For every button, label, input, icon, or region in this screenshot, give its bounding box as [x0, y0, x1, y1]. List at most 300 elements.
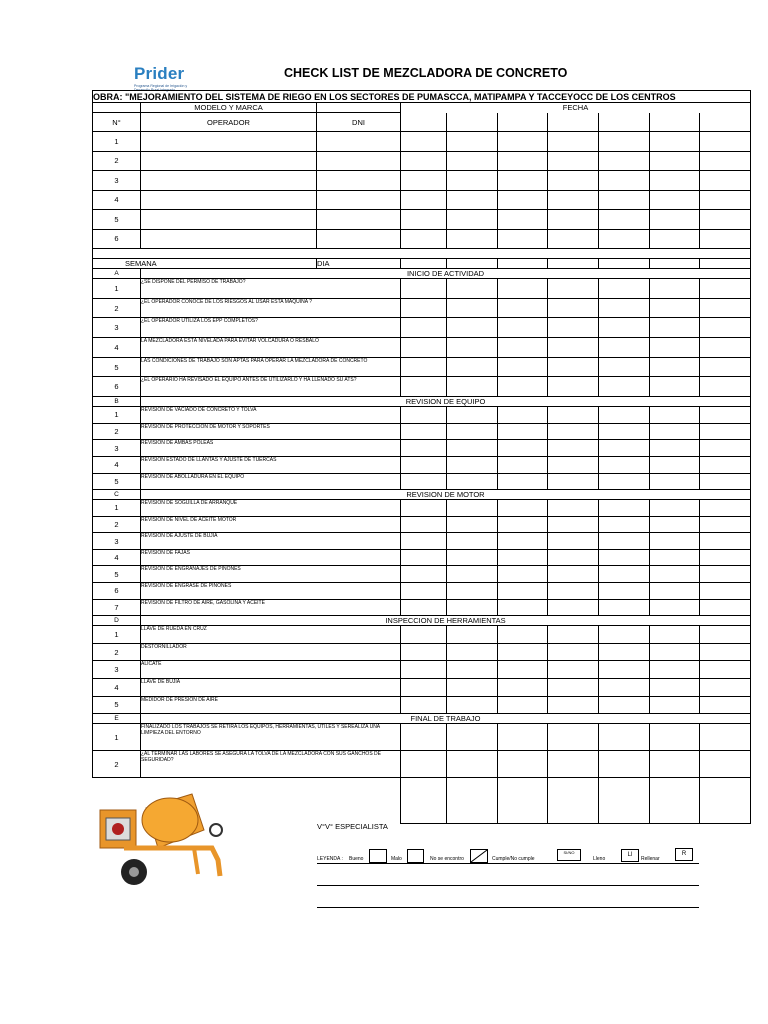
date-cell: [599, 171, 650, 191]
item-number: 1: [93, 279, 141, 299]
check-cell: [599, 440, 650, 457]
operator-number: 5: [93, 210, 141, 230]
check-cell: [650, 338, 700, 358]
check-cell: [599, 679, 650, 697]
legend-lleno: Lleno: [593, 856, 606, 862]
ll-box: Ll: [621, 849, 639, 862]
date-cell: [650, 210, 700, 230]
item-number: 1: [93, 626, 141, 644]
check-cell: [650, 357, 700, 377]
checklist-row: [93, 456, 751, 473]
dia-label: DIA: [317, 259, 401, 269]
checklist-row: [93, 298, 751, 318]
section-letter: C: [93, 490, 141, 500]
item-question: REVISIÓN DE SOGUILLA DE ARRANQUE: [141, 500, 401, 517]
modelo-label: MODELO Y MARCA: [141, 103, 317, 113]
semana-cell: [447, 259, 498, 269]
operator-dni-cell: [317, 171, 401, 191]
item-question: REVISION DE ABOLLADURA EN EL EQUIPO: [141, 473, 401, 490]
check-cell: [498, 751, 548, 778]
check-cell: [650, 696, 700, 714]
check-cell: [498, 423, 548, 440]
check-cell: [650, 500, 700, 517]
item-question: REVISION DE ENGRASE DE PIÑONES: [141, 583, 401, 600]
semana-cell: [700, 259, 751, 269]
malo-box: [407, 849, 424, 863]
col-no-header: N°: [93, 113, 141, 132]
check-cell: [498, 679, 548, 697]
signature-cell: [599, 778, 650, 824]
check-cell: [401, 583, 447, 600]
checklist-row: [93, 599, 751, 616]
check-cell: [700, 599, 751, 616]
check-cell: [700, 696, 751, 714]
item-number: 1: [93, 724, 141, 751]
signature-cell: [650, 778, 700, 824]
check-cell: [599, 318, 650, 338]
item-question: FINALIZADO LOS TRABAJOS SE RETIRA LOS EQUIPOS, HERRAMIENTAS, ÚTILES Y SEREALIZA UNA LIMPIEZA DEL ENTORNO: [141, 724, 401, 751]
check-cell: [498, 473, 548, 490]
check-cell: [447, 583, 498, 600]
operator-dni-cell: [317, 210, 401, 230]
r-box: R: [675, 848, 693, 861]
check-cell: [599, 724, 650, 751]
check-cell: [700, 357, 751, 377]
check-cell: [599, 516, 650, 533]
item-number: 3: [93, 533, 141, 550]
check-cell: [650, 407, 700, 424]
check-cell: [401, 456, 447, 473]
item-question: LLAVE DE BUJIA: [141, 679, 401, 697]
check-cell: [498, 318, 548, 338]
check-cell: [498, 661, 548, 679]
check-cell: [498, 549, 548, 566]
check-cell: [548, 583, 599, 600]
check-cell: [599, 338, 650, 358]
check-cell: [650, 516, 700, 533]
check-cell: [650, 318, 700, 338]
check-cell: [447, 549, 498, 566]
check-cell: [650, 661, 700, 679]
check-cell: [548, 626, 599, 644]
logo-subtext: Programa Regional de Irrigación y Desarrollo Rural Integrado: [134, 84, 188, 92]
check-cell: [447, 440, 498, 457]
legend: [317, 848, 699, 864]
item-number: 3: [93, 440, 141, 457]
date-cell: [599, 190, 650, 210]
check-cell: [599, 696, 650, 714]
item-number: 2: [93, 423, 141, 440]
check-cell: [401, 661, 447, 679]
check-cell: [401, 679, 447, 697]
item-number: 1: [93, 500, 141, 517]
logo-main-text: Prider: [134, 64, 185, 83]
item-number: 1: [93, 407, 141, 424]
date-cell: [447, 132, 498, 152]
check-cell: [447, 696, 498, 714]
no-encontro-box: [470, 849, 488, 863]
check-cell: [650, 751, 700, 778]
item-number: 4: [93, 679, 141, 697]
item-question: LAS CONDICIONES DE TRABAJO SON APTAS PARA OPERAR LA MEZCLADORA DE CONCRETO: [141, 357, 401, 377]
check-cell: [700, 423, 751, 440]
section-letter: D: [93, 616, 141, 626]
operator-dni-cell: [317, 190, 401, 210]
date-cell: [599, 229, 650, 249]
checklist-row: [93, 724, 751, 751]
check-cell: [498, 377, 548, 397]
item-question: LLAVE DE RUEDA EN CRUZ: [141, 626, 401, 644]
col-dni-header: DNI: [317, 113, 401, 132]
section-title: FINAL DE TRABAJO: [141, 714, 751, 724]
check-cell: [401, 357, 447, 377]
spacer-row: [93, 249, 751, 259]
date-cell: [401, 171, 447, 191]
check-cell: [498, 626, 548, 644]
check-cell: [599, 643, 650, 661]
check-cell: [548, 377, 599, 397]
date-cell: [650, 229, 700, 249]
checklist-row: [93, 279, 751, 299]
check-cell: [650, 440, 700, 457]
check-cell: [447, 377, 498, 397]
check-cell: [700, 566, 751, 583]
date-cell: [700, 132, 751, 152]
check-cell: [401, 377, 447, 397]
item-number: 3: [93, 661, 141, 679]
check-cell: [498, 456, 548, 473]
check-cell: [548, 724, 599, 751]
date-cell: [548, 210, 599, 230]
check-cell: [548, 338, 599, 358]
signature-line-2: [317, 907, 699, 908]
check-cell: [498, 583, 548, 600]
check-cell: [599, 456, 650, 473]
date-cell: [498, 132, 548, 152]
check-cell: [700, 500, 751, 517]
check-cell: [599, 500, 650, 517]
check-cell: [447, 357, 498, 377]
operator-name-cell: [141, 171, 317, 191]
signature-cell: [447, 778, 498, 824]
operator-row: [93, 132, 751, 152]
item-question: ¿AL TERMINAR LAS LABORES SE ASEGURA LA TOLVA DE LA MEZCLADORA CON SUS GANCHOS DE SEGURIDAD?: [141, 751, 401, 778]
date-cell: [700, 210, 751, 230]
check-cell: [548, 661, 599, 679]
date-cell: [447, 171, 498, 191]
checklist-row: [93, 516, 751, 533]
date-cell: [498, 229, 548, 249]
check-cell: [599, 599, 650, 616]
date-cell: [700, 229, 751, 249]
check-cell: [650, 626, 700, 644]
check-cell: [447, 423, 498, 440]
legend-rellenar: Rellenar: [641, 856, 660, 862]
check-cell: [700, 679, 751, 697]
check-cell: [548, 318, 599, 338]
check-cell: [447, 533, 498, 550]
section-title: REVISION DE MOTOR: [141, 490, 751, 500]
section-letter: E: [93, 714, 141, 724]
checklist-row: [93, 407, 751, 424]
checklist-row: [93, 643, 751, 661]
check-cell: [401, 751, 447, 778]
date-cell: [447, 151, 498, 171]
date-cell: [401, 229, 447, 249]
check-cell: [498, 533, 548, 550]
check-cell: [548, 566, 599, 583]
check-cell: [401, 533, 447, 550]
check-cell: [447, 279, 498, 299]
check-cell: [700, 407, 751, 424]
checklist-row: [93, 751, 751, 778]
check-cell: [599, 279, 650, 299]
check-cell: [548, 423, 599, 440]
operator-dni-cell: [317, 151, 401, 171]
check-cell: [401, 549, 447, 566]
check-cell: [599, 549, 650, 566]
semana-cell: [548, 259, 599, 269]
check-cell: [447, 599, 498, 616]
checklist-row: [93, 533, 751, 550]
checklist-table: [92, 90, 751, 824]
semana-label: SEMANA: [93, 259, 317, 269]
check-cell: [599, 423, 650, 440]
item-question: REVISION DE NIVEL DE ACEITE MOTOR: [141, 516, 401, 533]
date-cell: [700, 171, 751, 191]
operator-name-cell: [141, 132, 317, 152]
section-title: INICIO DE ACTIVIDAD: [141, 269, 751, 279]
date-cell: [650, 171, 700, 191]
check-cell: [700, 377, 751, 397]
item-question: LA MEZCLADORA ESTÁ NIVELADA PARA EVITAR VOLCADURA O RESBALO: [141, 338, 401, 358]
legend-bueno: Bueno: [349, 856, 364, 862]
operator-number: 2: [93, 151, 141, 171]
check-cell: [650, 643, 700, 661]
item-number: 7: [93, 599, 141, 616]
check-cell: [700, 643, 751, 661]
check-cell: [548, 473, 599, 490]
date-cell: [599, 151, 650, 171]
check-cell: [401, 626, 447, 644]
check-cell: [401, 407, 447, 424]
check-cell: [700, 318, 751, 338]
check-cell: [447, 724, 498, 751]
section-letter: B: [93, 397, 141, 407]
operator-number: 3: [93, 171, 141, 191]
item-number: 5: [93, 696, 141, 714]
check-cell: [498, 724, 548, 751]
check-cell: [498, 696, 548, 714]
check-cell: [650, 599, 700, 616]
semana-row: [93, 259, 751, 269]
check-cell: [498, 643, 548, 661]
section-header-row: [93, 269, 751, 279]
legend-malo: Malo: [391, 856, 402, 862]
check-cell: [447, 338, 498, 358]
check-cell: [447, 643, 498, 661]
section-header-row: [93, 616, 751, 626]
operator-name-cell: [141, 151, 317, 171]
check-cell: [548, 407, 599, 424]
col-operador-header: OPERADOR: [141, 113, 317, 132]
item-question: REVISION DE AMBAS POLEAS: [141, 440, 401, 457]
check-cell: [401, 566, 447, 583]
checklist-row: [93, 440, 751, 457]
check-cell: [498, 566, 548, 583]
signature-line-1: [317, 885, 699, 886]
check-cell: [401, 318, 447, 338]
check-cell: [650, 377, 700, 397]
date-cell: [498, 171, 548, 191]
operator-dni-cell: [317, 229, 401, 249]
checklist-row: [93, 696, 751, 714]
semana-cell: [401, 259, 447, 269]
signature-cell: [498, 778, 548, 824]
signature-cell: [548, 778, 599, 824]
check-cell: [401, 440, 447, 457]
fecha-label: FECHA: [401, 103, 751, 113]
check-cell: [599, 377, 650, 397]
checklist-row: [93, 377, 751, 397]
date-cell: [599, 132, 650, 152]
check-cell: [447, 407, 498, 424]
signature-cell: [401, 778, 447, 824]
check-cell: [700, 583, 751, 600]
check-cell: [447, 500, 498, 517]
item-number: 4: [93, 456, 141, 473]
item-question: ¿EL OPERADOR CONOCE DE LOS RIESGOS AL USAR ESTA MÁQUINA ?: [141, 298, 401, 318]
item-number: 2: [93, 516, 141, 533]
check-cell: [401, 423, 447, 440]
check-cell: [548, 549, 599, 566]
item-number: 4: [93, 549, 141, 566]
check-cell: [401, 643, 447, 661]
vb-especialista-label: V°V° ESPECIALISTA: [317, 822, 388, 831]
check-cell: [447, 318, 498, 338]
date-cell: [650, 190, 700, 210]
operator-name-cell: [141, 190, 317, 210]
check-cell: [650, 566, 700, 583]
operator-row: [93, 171, 751, 191]
date-cell: [700, 190, 751, 210]
check-cell: [447, 626, 498, 644]
check-cell: [700, 549, 751, 566]
section-header-row: [93, 490, 751, 500]
check-cell: [599, 751, 650, 778]
check-cell: [599, 583, 650, 600]
check-cell: [447, 566, 498, 583]
item-question: REVISION DE ENGRANAJES DE PIÑONES: [141, 566, 401, 583]
check-cell: [498, 407, 548, 424]
operator-number: 6: [93, 229, 141, 249]
item-question: ALICATE: [141, 661, 401, 679]
check-cell: [401, 599, 447, 616]
check-cell: [599, 407, 650, 424]
check-cell: [498, 298, 548, 318]
check-cell: [447, 298, 498, 318]
check-cell: [548, 516, 599, 533]
date-cell: [548, 229, 599, 249]
date-cell: [498, 210, 548, 230]
operator-name-cell: [141, 229, 317, 249]
checklist-row: [93, 679, 751, 697]
check-cell: [498, 500, 548, 517]
checklist-row: [93, 661, 751, 679]
check-cell: [599, 533, 650, 550]
date-cell: [548, 190, 599, 210]
check-cell: [700, 751, 751, 778]
item-number: 5: [93, 357, 141, 377]
check-cell: [599, 473, 650, 490]
item-number: 6: [93, 377, 141, 397]
date-cell: [401, 151, 447, 171]
check-cell: [401, 724, 447, 751]
check-cell: [599, 626, 650, 644]
slash-icon: [471, 850, 487, 862]
item-question: MEDIDOR DE PRESION DE AIRE: [141, 696, 401, 714]
date-cell: [498, 190, 548, 210]
check-cell: [548, 279, 599, 299]
operator-number: 4: [93, 190, 141, 210]
section-title: INSPECCION DE HERRAMIENTAS: [141, 616, 751, 626]
check-cell: [548, 456, 599, 473]
check-cell: [447, 661, 498, 679]
obra-title: OBRA: "MEJORAMIENTO DEL SISTEMA DE RIEGO EN LOS SECTORES DE PUMASCCA, MATIPAMPA Y TACCEYOCC DE LOS CENTROS: [93, 91, 751, 103]
check-cell: [650, 473, 700, 490]
check-cell: [700, 661, 751, 679]
date-cell: [548, 151, 599, 171]
semana-cell: [599, 259, 650, 269]
page-title: CHECK LIST DE MEZCLADORA DE CONCRETO: [284, 66, 568, 80]
checklist-row: [93, 338, 751, 358]
check-cell: [548, 500, 599, 517]
check-cell: [700, 279, 751, 299]
operator-dni-cell: [317, 132, 401, 152]
check-cell: [498, 279, 548, 299]
date-cell: [548, 132, 599, 152]
checklist-row: [93, 566, 751, 583]
legend-cumple: Cumple/No cumple: [492, 856, 535, 862]
date-cell: [401, 132, 447, 152]
check-cell: [498, 338, 548, 358]
check-cell: [599, 661, 650, 679]
item-number: 2: [93, 298, 141, 318]
check-cell: [650, 298, 700, 318]
check-cell: [599, 357, 650, 377]
checklist-row: [93, 473, 751, 490]
operator-number: 1: [93, 132, 141, 152]
check-cell: [700, 298, 751, 318]
signature-cell: [700, 778, 751, 824]
operator-row: [93, 229, 751, 249]
spacer-cell: [93, 249, 751, 259]
item-number: 4: [93, 338, 141, 358]
check-cell: [401, 473, 447, 490]
section-title: REVISION DE EQUIPO: [141, 397, 751, 407]
check-cell: [548, 696, 599, 714]
check-cell: [401, 500, 447, 517]
check-cell: [498, 516, 548, 533]
operator-row: [93, 151, 751, 171]
date-cell: [447, 210, 498, 230]
check-cell: [498, 599, 548, 616]
check-cell: [700, 516, 751, 533]
item-question: REVISION DE PROTECCION DE MOTOR Y SOPORTES: [141, 423, 401, 440]
check-cell: [650, 724, 700, 751]
section-letter: A: [93, 269, 141, 279]
date-cell: [401, 190, 447, 210]
